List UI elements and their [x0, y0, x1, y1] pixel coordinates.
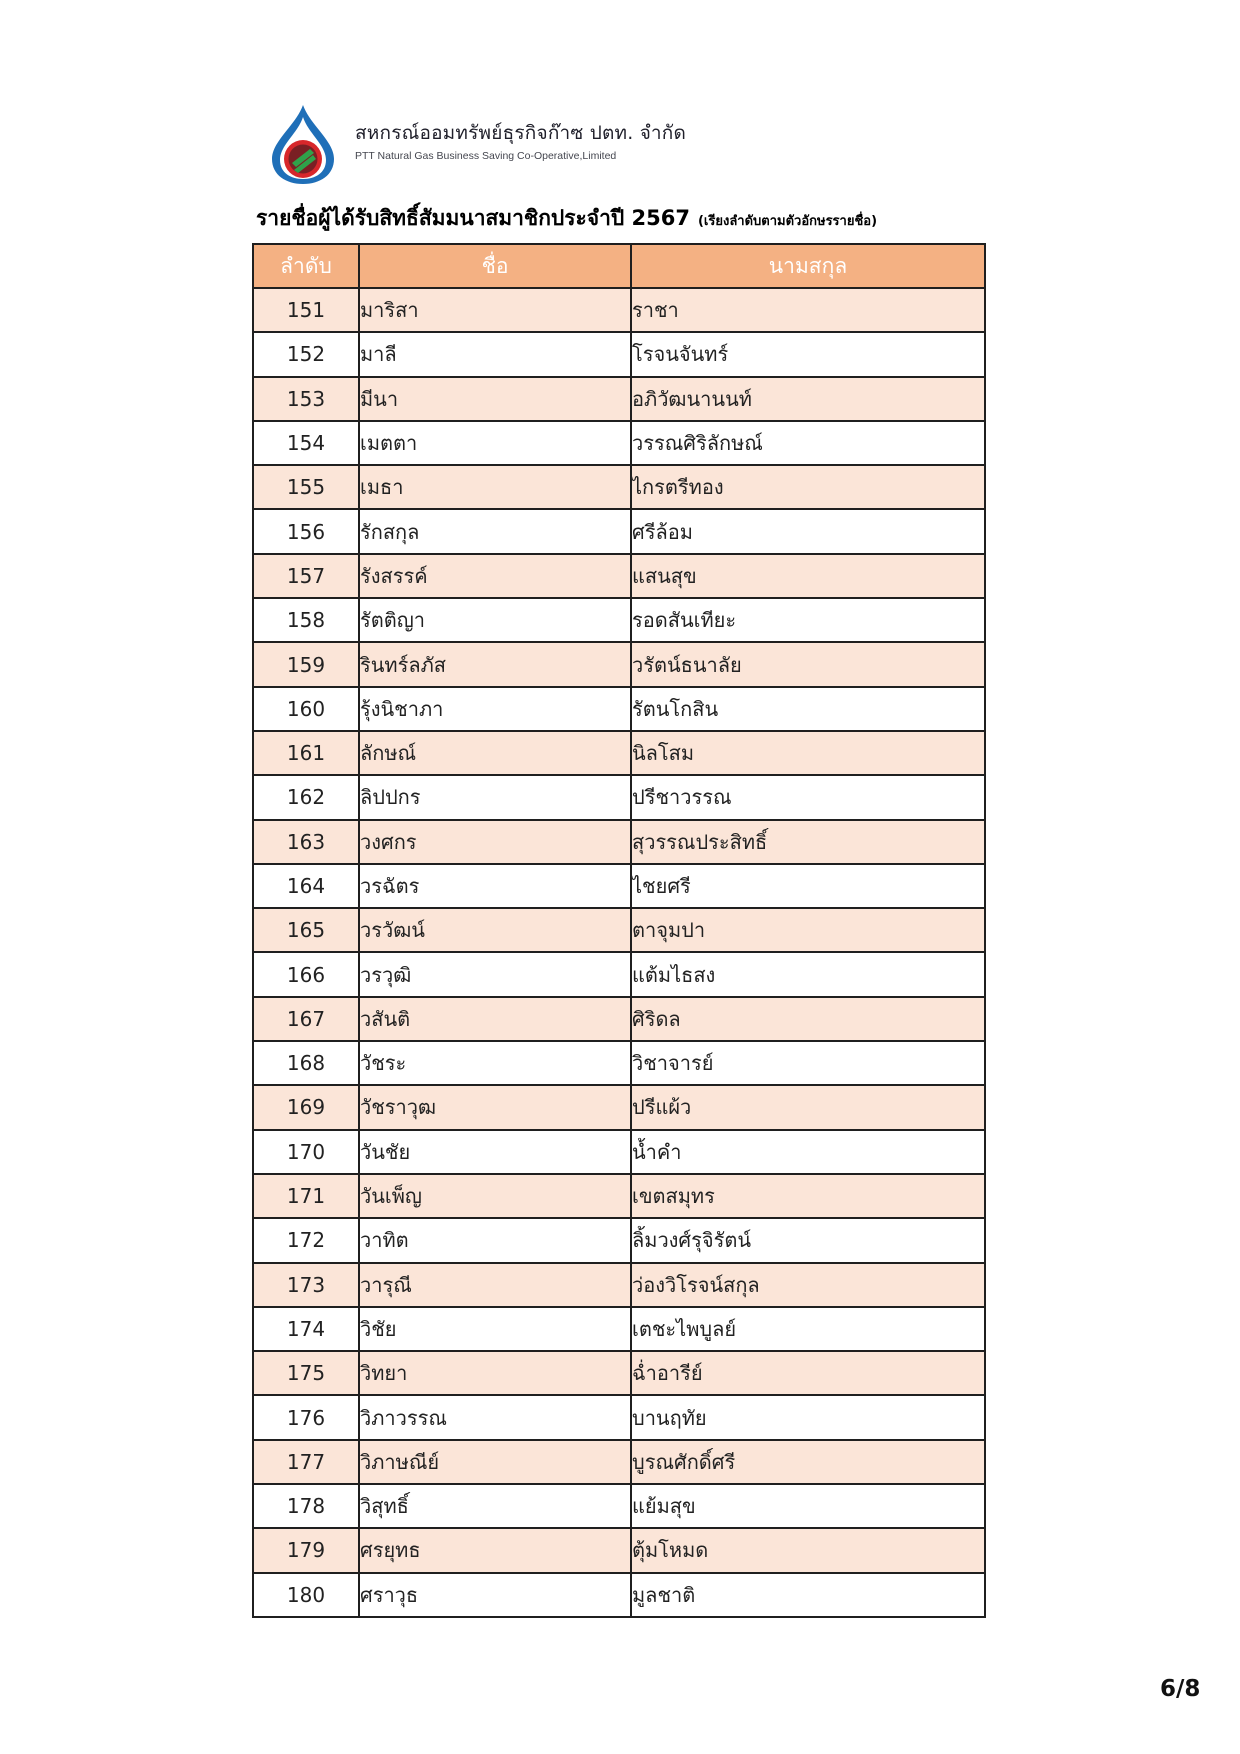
table-row: [253, 465, 985, 509]
row-number: 165: [253, 908, 359, 952]
last-name-cell: ฉ่ำอารีย์: [631, 1351, 985, 1395]
last-name-cell: วรัตน์ธนาลัย: [631, 642, 985, 686]
last-name-cell: บานฤทัย: [631, 1395, 985, 1439]
page-number: 6/8: [1160, 1676, 1201, 1702]
table-row: [253, 997, 985, 1041]
first-name-cell: เมธา: [359, 465, 631, 509]
first-name-cell: วสันติ: [359, 997, 631, 1041]
first-name-cell: รัตติญา: [359, 598, 631, 642]
row-number: 169: [253, 1085, 359, 1129]
last-name-cell: น้ำคำ: [631, 1130, 985, 1174]
row-number: 156: [253, 509, 359, 553]
last-name-cell: แย้มสุข: [631, 1484, 985, 1528]
first-name-cell: ลักษณ์: [359, 731, 631, 775]
row-number: 171: [253, 1174, 359, 1218]
last-name-cell: ศิริดล: [631, 997, 985, 1041]
last-name-cell: ไกรตรีทอง: [631, 465, 985, 509]
last-name-cell: อภิวัฒนานนท์: [631, 377, 985, 421]
row-number: 178: [253, 1484, 359, 1528]
table-row: [253, 864, 985, 908]
first-name-cell: วรวัฒน์: [359, 908, 631, 952]
table-row: [253, 1130, 985, 1174]
table-row: [253, 1351, 985, 1395]
row-number: 163: [253, 820, 359, 864]
row-number: 167: [253, 997, 359, 1041]
table-row: [253, 687, 985, 731]
last-name-cell: บูรณศักดิ์ศรี: [631, 1440, 985, 1484]
table-body: [253, 288, 985, 1617]
row-number: 174: [253, 1307, 359, 1351]
last-name-cell: ราชา: [631, 288, 985, 332]
table-row: [253, 1484, 985, 1528]
table-row: [253, 554, 985, 598]
first-name-cell: วาทิต: [359, 1218, 631, 1262]
table-row: [253, 509, 985, 553]
last-name-cell: ว่องวิโรจน์สกุล: [631, 1263, 985, 1307]
table-row: [253, 288, 985, 332]
table-row: [253, 1395, 985, 1439]
last-name-cell: ตาจุมปา: [631, 908, 985, 952]
first-name-cell: ศราวุธ: [359, 1573, 631, 1617]
table-row: [253, 1307, 985, 1351]
table-row: [253, 421, 985, 465]
last-name-cell: รัตนโกสิน: [631, 687, 985, 731]
row-number: 151: [253, 288, 359, 332]
first-name-cell: มาริสา: [359, 288, 631, 332]
last-name-cell: รอดสันเทียะ: [631, 598, 985, 642]
table-row: [253, 1174, 985, 1218]
first-name-cell: รักสกุล: [359, 509, 631, 553]
row-number: 175: [253, 1351, 359, 1395]
table-row: [253, 1085, 985, 1129]
title-main: รายชื่อผู้ได้รับสิทธิ์สัมมนาสมาชิกประจำปี 2567: [256, 206, 690, 230]
row-number: 173: [253, 1263, 359, 1307]
cooperative-logo: [270, 103, 336, 185]
table-row: [253, 1041, 985, 1085]
table-row: [253, 1528, 985, 1572]
first-name-cell: วัชราวุฒ: [359, 1085, 631, 1129]
row-number: 162: [253, 775, 359, 819]
last-name-cell: ตุ้มโหมด: [631, 1528, 985, 1572]
last-name-cell: มูลชาติ: [631, 1573, 985, 1617]
row-number: 172: [253, 1218, 359, 1262]
first-name-cell: วัชระ: [359, 1041, 631, 1085]
row-number: 157: [253, 554, 359, 598]
row-number: 164: [253, 864, 359, 908]
last-name-cell: วรรณศิริลักษณ์: [631, 421, 985, 465]
organization-name: [355, 121, 686, 163]
recipient-table: [252, 243, 986, 1618]
row-number: 159: [253, 642, 359, 686]
table-row: [253, 642, 985, 686]
first-name-cell: รินทร์ลภัส: [359, 642, 631, 686]
row-number: 155: [253, 465, 359, 509]
header-row: [253, 244, 985, 288]
table-header: [253, 244, 985, 288]
last-name-cell: แสนสุข: [631, 554, 985, 598]
table-row: [253, 952, 985, 996]
column-header-first-name: ชื่อ: [359, 244, 631, 288]
first-name-cell: มีนา: [359, 377, 631, 421]
column-header-no: ลำดับ: [253, 244, 359, 288]
last-name-cell: วิชาจารย์: [631, 1041, 985, 1085]
row-number: 166: [253, 952, 359, 996]
row-number: 161: [253, 731, 359, 775]
first-name-cell: วารุณี: [359, 1263, 631, 1307]
last-name-cell: เขตสมุทร: [631, 1174, 985, 1218]
table-row: [253, 1218, 985, 1262]
first-name-cell: วิชัย: [359, 1307, 631, 1351]
column-header-last-name: นามสกุล: [631, 244, 985, 288]
row-number: 154: [253, 421, 359, 465]
row-number: 160: [253, 687, 359, 731]
row-number: 176: [253, 1395, 359, 1439]
table-row: [253, 332, 985, 376]
title-note: (เรียงลำดับตามตัวอักษรรายชื่อ): [697, 214, 878, 229]
row-number: 153: [253, 377, 359, 421]
first-name-cell: วงศกร: [359, 820, 631, 864]
last-name-cell: โรจนจันทร์: [631, 332, 985, 376]
row-number: 170: [253, 1130, 359, 1174]
last-name-cell: เตชะไพบูลย์: [631, 1307, 985, 1351]
first-name-cell: วันชัย: [359, 1130, 631, 1174]
first-name-cell: เมตตา: [359, 421, 631, 465]
first-name-cell: วิภาษณีย์: [359, 1440, 631, 1484]
table-row: [253, 820, 985, 864]
table-row: [253, 377, 985, 421]
org-name-en: PTT Natural Gas Business Saving Co-Operative,Limited: [355, 150, 617, 162]
last-name-cell: นิลโสม: [631, 731, 985, 775]
first-name-cell: รังสรรค์: [359, 554, 631, 598]
first-name-cell: ลิปปกร: [359, 775, 631, 819]
row-number: 168: [253, 1041, 359, 1085]
page-title: [256, 202, 877, 235]
row-number: 180: [253, 1573, 359, 1617]
table-row: [253, 598, 985, 642]
table-row: [253, 731, 985, 775]
last-name-cell: ปรีชาวรรณ: [631, 775, 985, 819]
row-number: 177: [253, 1440, 359, 1484]
last-name-cell: ศรีล้อม: [631, 509, 985, 553]
last-name-cell: ปรีแผ้ว: [631, 1085, 985, 1129]
table-row: [253, 1573, 985, 1617]
first-name-cell: วิทยา: [359, 1351, 631, 1395]
table-row: [253, 1440, 985, 1484]
first-name-cell: วันเพ็ญ: [359, 1174, 631, 1218]
row-number: 158: [253, 598, 359, 642]
last-name-cell: สุวรรณประสิทธิ์: [631, 820, 985, 864]
row-number: 179: [253, 1528, 359, 1572]
first-name-cell: วรฉัตร: [359, 864, 631, 908]
first-name-cell: ศรยุทธ: [359, 1528, 631, 1572]
first-name-cell: วิภาวรรณ: [359, 1395, 631, 1439]
org-name-th: สหกรณ์ออมทรัพย์ธุรกิจก๊าซ ปตท. จำกัด: [355, 122, 686, 144]
table-row: [253, 775, 985, 819]
table-row: [253, 908, 985, 952]
last-name-cell: แต้มไธสง: [631, 952, 985, 996]
first-name-cell: มาลี: [359, 332, 631, 376]
table-row: [253, 1263, 985, 1307]
first-name-cell: รุ้งนิชาภา: [359, 687, 631, 731]
last-name-cell: ไชยศรี: [631, 864, 985, 908]
row-number: 152: [253, 332, 359, 376]
first-name-cell: วรวุฒิ: [359, 952, 631, 996]
last-name-cell: ลิ้มวงศ์รุจิรัตน์: [631, 1218, 985, 1262]
first-name-cell: วิสุทธิ์: [359, 1484, 631, 1528]
